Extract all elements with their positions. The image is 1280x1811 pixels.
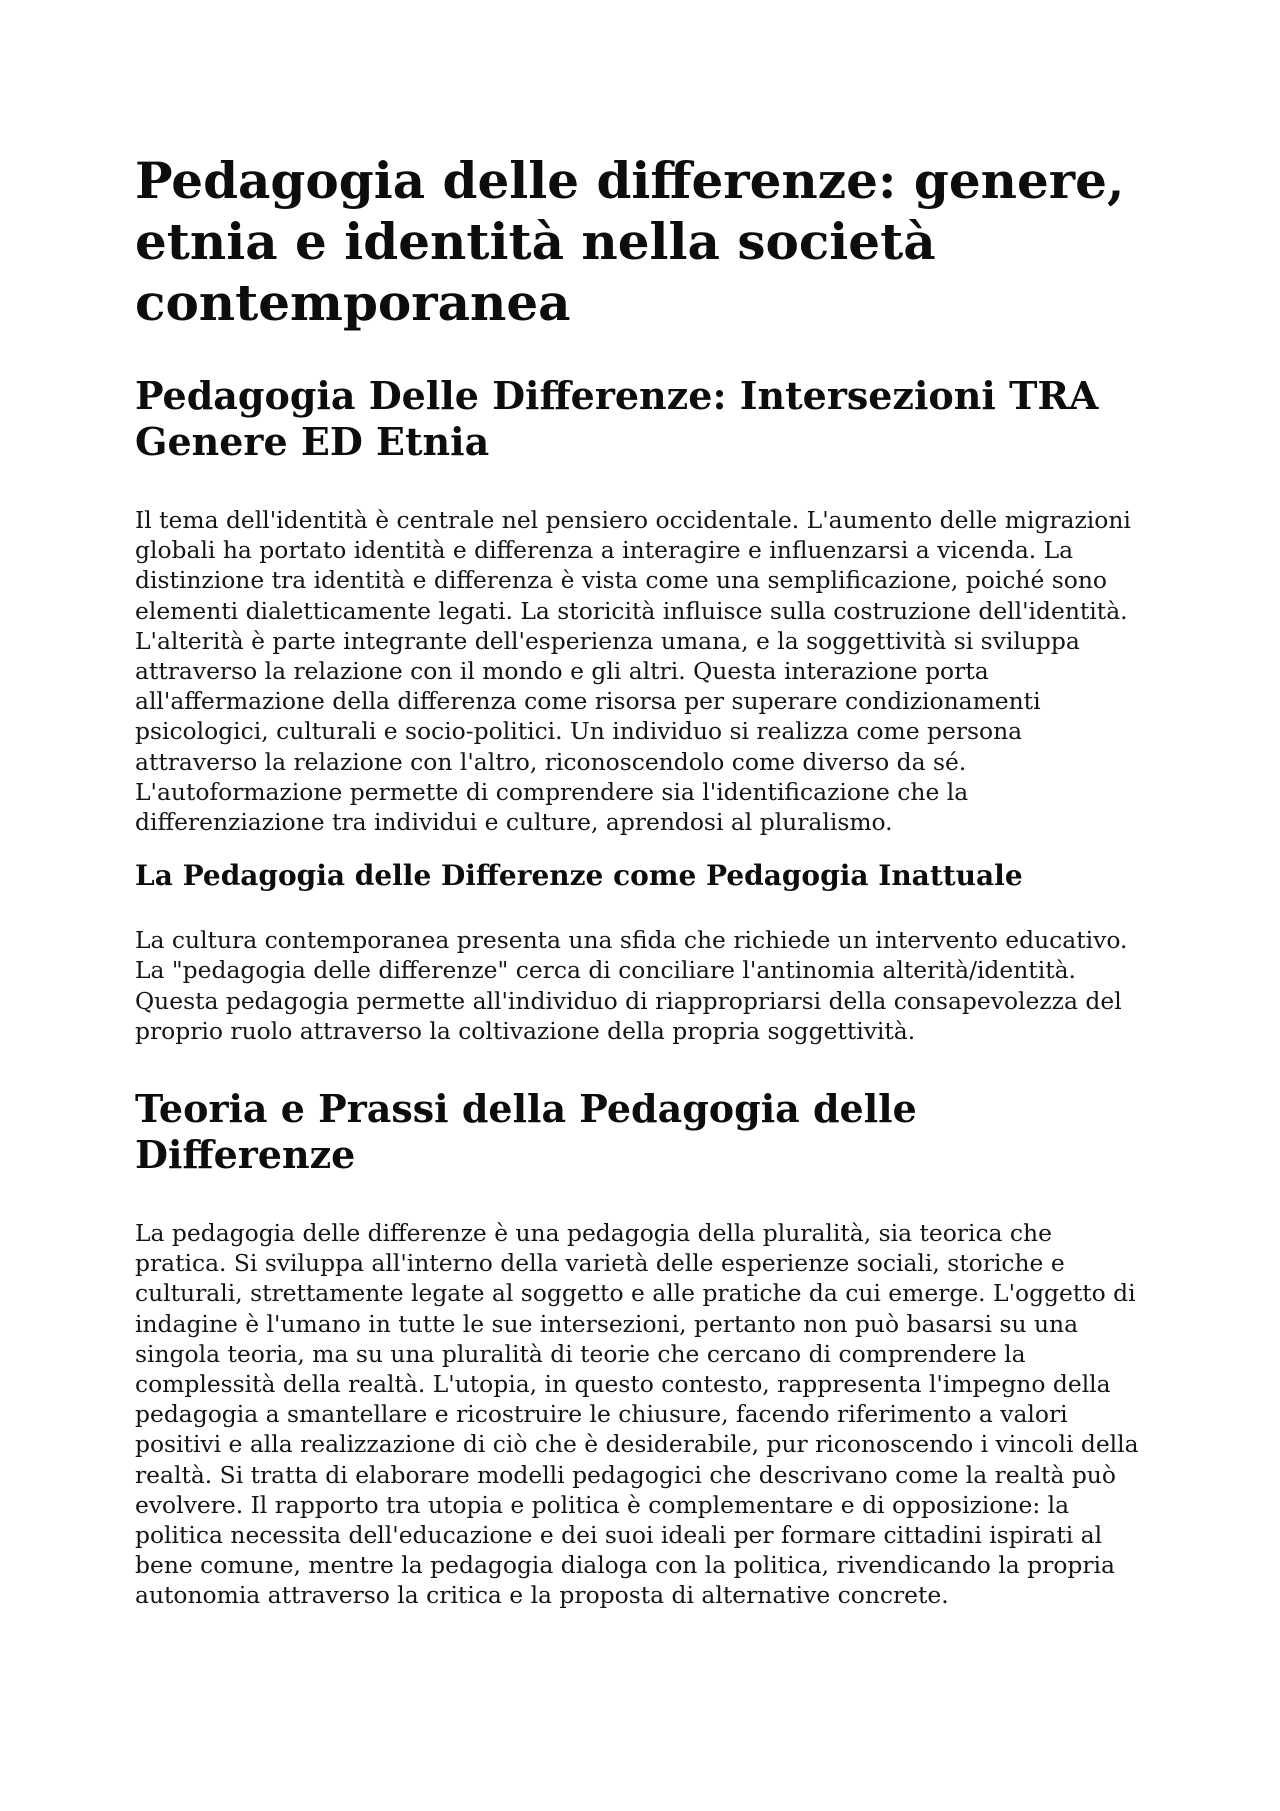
document-page [135,150,1145,1611]
section-intersezioni [135,373,1145,1046]
section-heading: Pedagogia Delle Differenze: Intersezioni TRA Genere ED Etnia [135,373,1099,464]
document-title: Pedagogia delle differenze: genere, etnia e identità nella società contemporanea [135,151,1125,332]
section-teoria-prassi [135,1086,1145,1611]
subsection-inattuale [135,859,1145,1046]
subsection-paragraph: La cultura contemporanea presenta una sfida che richiede un intervento educativo. La "pedagogia delle differenze" cerca di conciliare l'antinomia alterità/identità. Questa pedagogia permette all'individuo di riappropriarsi della consapevolezza del proprio ruolo attraverso la coltivazione della propria soggettività. [135,926,1128,1045]
section-paragraph: La pedagogia delle differenze è una pedagogia della pluralità, sia teorica che pratica. Si sviluppa all'interno della varietà delle esperienze sociali, storiche e culturali, strettamente legate al soggetto e alle pratiche da cui emerge. L'oggetto di indagine è l'umano in tutte le sue intersezioni, pertanto non può basarsi su una singola teoria, ma su una pluralità di teorie che cercano di comprendere la complessità della realtà. L'utopia, in questo contesto, rappresenta l'impegno della pedagogia a smantellare e ricostruire le chiusure, facendo riferimento a valori positivi e alla realizzazione di ciò che è desiderabile, pur riconoscendo i vincoli della realtà. Si tratta di elaborare modelli pedagogici che descrivano come la realtà può evolvere. Il rapporto tra utopia e politica è complementare e di opposizione: la politica necessita dell'educazione e dei suoi ideali per formare cittadini ispirati al bene comune, mentre la pedagogia dialoga con la politica, rivendicando la propria autonomia attraverso la critica e la proposta di alternative concrete. [135,1219,1139,1610]
subsection-heading: La Pedagogia delle Differenze come Pedagogia Inattuale [135,859,1023,893]
section-heading: Teoria e Prassi della Pedagogia delle Differenze [135,1086,917,1178]
section-paragraph: Il tema dell'identità è centrale nel pensiero occidentale. L'aumento delle migrazioni globali ha portato identità e differenza a interagire e influenzarsi a vicenda. La distinzione tra identità e differenza è vista come una semplificazione, poiché sono elementi dialetticamente legati. La storicità influisce sulla costruzione dell'identità. L'alterità è parte integrante dell'esperienza umana, e la soggettività si sviluppa attraverso la relazione con il mondo e gli altri. Questa interazione porta all'affermazione della differenza come risorsa per superare condizionamenti psicologici, culturali e socio-politici. Un individuo si realizza come persona attraverso la relazione con l'altro, riconoscendolo come diverso da sé. L'autoformazione permette di comprendere sia l'identificazione che la differenziazione tra individui e culture, aprendosi al pluralismo. [135,506,1131,837]
